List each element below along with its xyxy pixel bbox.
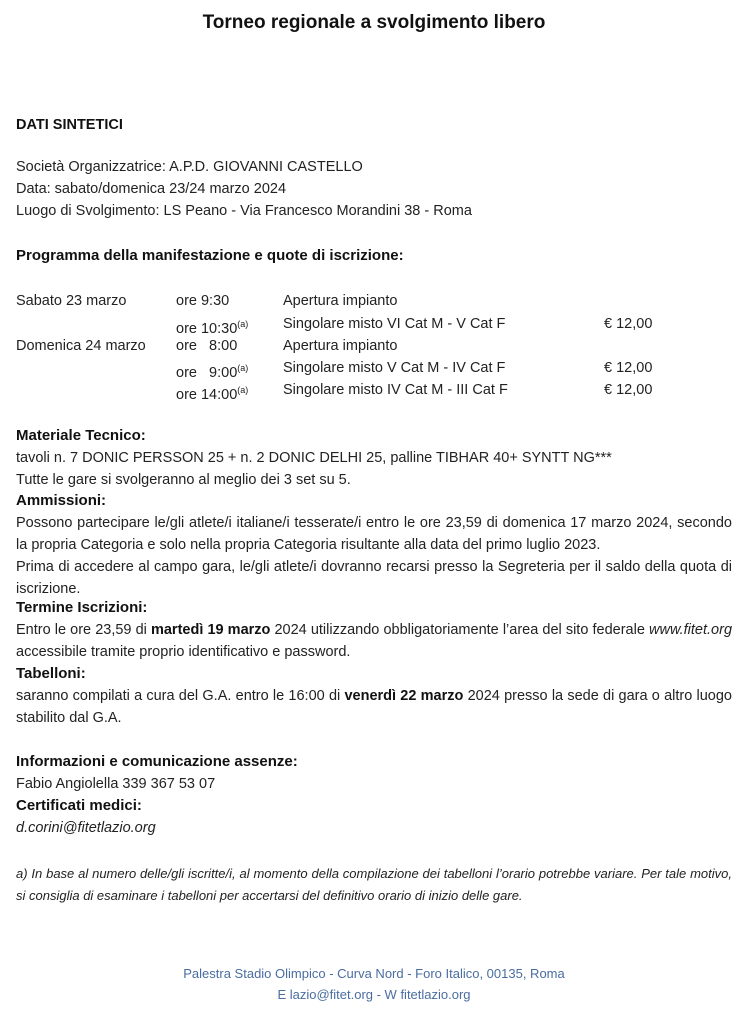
schedule-time: ore 14:00$^{(a)}$ (176, 385, 249, 403)
termine-section (16, 597, 732, 663)
ammissioni-heading: Ammissioni: (16, 492, 107, 509)
footer (0, 963, 748, 1005)
materiale-line1: tavoli n. 7 DONIC PERSSON 25 + n. 2 DONIC DELHI 25, palline TIBHAR 40+ SYNTT NG*** (16, 450, 612, 466)
schedule-time: ore 9:30 (176, 293, 230, 309)
schedule-event: Apertura impianto (283, 338, 398, 354)
tabelloni-section (16, 663, 732, 729)
info-data: Data: sabato/domenica 23/24 marzo 2024 (16, 181, 287, 197)
footnote: a) In base al numero delle/gli iscritte/i, al momento della compilazione dei tabelloni l’orario potrebbe variare. Per tale motivo, si consiglia di esaminare i tabelloni per accertarsi del definitivo orario di inizio delle gare. (16, 866, 732, 903)
schedule-fee: € 12,00 (604, 382, 653, 398)
contatti-email[interactable]: d.corini@fitetlazio.org (16, 820, 156, 836)
termine-text: Entro le ore 23,59 di martedì 19 marzo 2024 utilizzando obbligatoriamente l’area del sito federale www.fitet.org accessibile tramite proprio identificativo e password. (16, 622, 733, 660)
schedule-event: Singolare misto V Cat M - IV Cat F (283, 360, 506, 376)
dati-heading: DATI SINTETICI (16, 117, 123, 133)
footer-address: Palestra Stadio Olimpico - Curva Nord - Foro Italico, 00135, Roma (183, 966, 565, 981)
tabelloni-heading: Tabelloni: (16, 665, 86, 682)
termine-heading: Termine Iscrizioni: (16, 599, 148, 616)
contatti-section (16, 751, 298, 839)
schedule-event: Singolare misto IV Cat M - III Cat F (283, 382, 508, 398)
contatti-name: Fabio Angiolella 339 367 53 07 (16, 776, 216, 792)
materiale-section (16, 425, 612, 491)
contatti-heading: Informazioni e comunicazione assenze: (16, 753, 298, 770)
schedule-day: Domenica 24 marzo (16, 338, 146, 354)
schedule-day: Sabato 23 marzo (16, 293, 127, 309)
schedule-fee: € 12,00 (604, 316, 653, 332)
tabelloni-text: saranno compilati a cura del G.A. entro le 16:00 di venerdì 22 marzo 2024 presso la sede di gara o altro luogo stabilito dal G.A. (16, 688, 733, 726)
ammissioni-section (16, 490, 732, 600)
fitet-site-link[interactable]: www.fitet.org (649, 622, 733, 638)
info-block (16, 156, 472, 222)
materiale-heading: Materiale Tecnico: (16, 427, 146, 444)
schedule-event: Apertura impianto (283, 293, 398, 309)
footer-contacts: E lazio@fitet.org - W fitetlazio.org (277, 987, 471, 1002)
schedule-event: Singolare misto VI Cat M - V Cat F (283, 316, 506, 332)
document-title: Torneo regionale a svolgimento libero (202, 12, 546, 33)
info-societa: Società Organizzatrice: A.P.D. GIOVANNI CASTELLO (16, 159, 363, 175)
ammissioni-p2: Prima di accedere al campo gara, le/gli atlete/i dovranno recarsi presso la Segreteria per il saldo della quota di iscrizione. (16, 559, 732, 597)
programma-heading: Programma della manifestazione e quote di iscrizione: (16, 247, 404, 264)
certificati-heading: Certificati medici: (16, 797, 142, 814)
info-luogo: Luogo di Svolgimento: LS Peano - Via Francesco Morandini 38 - Roma (16, 203, 472, 219)
schedule-time: ore 8:00 (176, 338, 238, 354)
schedule-time: ore 10:30$^{(a)}$ (176, 319, 249, 337)
schedule-time: ore 9:00$^{(a)}$ (176, 363, 249, 381)
schedule-fee: € 12,00 (604, 360, 653, 376)
materiale-line2: Tutte le gare si svolgeranno al meglio dei 3 set su 5. (16, 472, 351, 488)
ammissioni-p1: Possono partecipare le/gli atlete/i italiane/i tesserate/i entro le ore 23,59 di domenica 17 marzo 2024, secondo la propria Categoria e solo nella propria Categoria risultante alla data del primo luglio 2023. (16, 515, 732, 553)
